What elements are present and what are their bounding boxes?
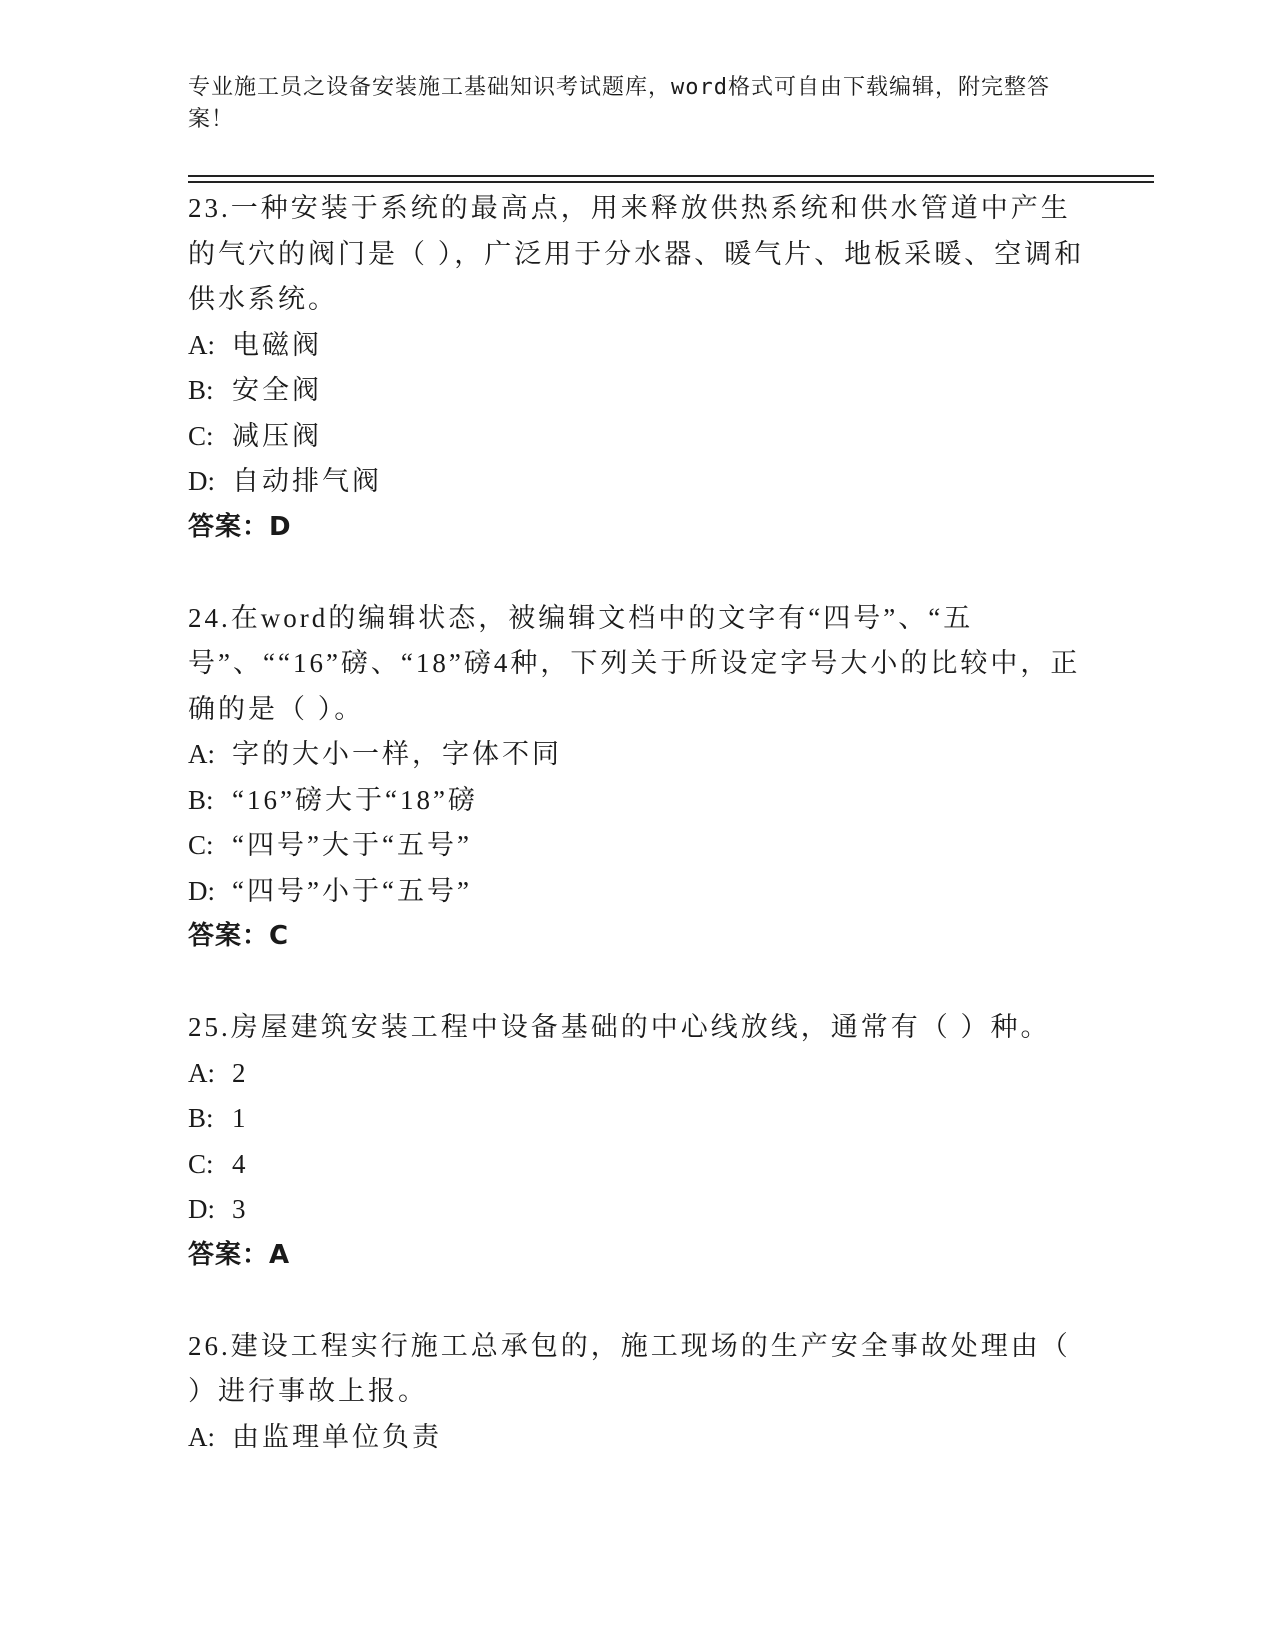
option-letter: D: xyxy=(188,875,215,906)
option-text: 自动排气阀 xyxy=(232,466,382,496)
document-header: 专业施工员之设备安装施工基础知识考试题库，word格式可自由下载编辑，附完整答案！ xyxy=(188,75,1050,132)
question-list xyxy=(188,186,1088,1460)
answer-line: 答案：D xyxy=(188,511,292,542)
option-text: 由监理单位负责 xyxy=(232,1421,442,1452)
option-letter: C: xyxy=(188,1148,214,1179)
header-divider-bottom xyxy=(188,181,1154,183)
question-text: 23.一种安装于系统的最高点，用来释放供热系统和供水管道中产生的气穴的阀门是（ ），广泛用于分水器、暖气片、地板采暖、空调和供水系统。 xyxy=(188,193,1085,314)
option-letter: A: xyxy=(188,1421,215,1452)
option-a xyxy=(188,1415,1088,1461)
option-text: 2 xyxy=(232,1057,249,1088)
option-letter: A: xyxy=(188,739,215,769)
option-b xyxy=(188,368,1088,414)
question-23 xyxy=(188,186,1088,550)
option-c xyxy=(188,414,1088,460)
option-letter: C: xyxy=(188,830,214,860)
option-letter: A: xyxy=(188,329,215,360)
option-d xyxy=(188,1187,1088,1233)
option-a xyxy=(188,732,1088,778)
option-letter: A: xyxy=(188,1057,215,1088)
question-text: 24.在word的编辑状态，被编辑文档中的文字有“四号”、“五号”、““16”磅、“18”磅4种，下列关于所设定字号大小的比较中，正确的是（ ）。 xyxy=(188,602,1081,724)
option-text: 3 xyxy=(232,1194,249,1224)
option-letter: B: xyxy=(188,784,214,815)
option-a xyxy=(188,323,1088,369)
question-text: 25.房屋建筑安装工程中设备基础的中心线放线，通常有（ ）种。 xyxy=(188,1012,1051,1042)
option-b xyxy=(188,778,1088,824)
option-letter: D: xyxy=(188,1194,215,1224)
option-text: “四号”大于“五号” xyxy=(232,830,472,860)
option-letter: B: xyxy=(188,375,214,405)
option-text: 减压阀 xyxy=(232,420,322,451)
option-text: “16”磅大于“18”磅 xyxy=(232,784,478,815)
option-letter: D: xyxy=(188,466,215,496)
question-text: 26.建设工程实行施工总承包的，施工现场的生产安全事故处理由（ ）进行事故上报。 xyxy=(188,1330,1071,1406)
question-25 xyxy=(188,1005,1088,1278)
option-c xyxy=(188,1142,1088,1188)
option-a xyxy=(188,1051,1088,1097)
option-text: 字的大小一样，字体不同 xyxy=(232,739,562,769)
answer-line: 答案：C xyxy=(188,921,290,951)
answer-line: 答案：A xyxy=(188,1239,291,1270)
header-divider-top xyxy=(188,175,1154,177)
option-text: 安全阀 xyxy=(232,375,322,405)
option-letter: B: xyxy=(188,1103,214,1133)
option-d xyxy=(188,459,1088,505)
option-text: 电磁阀 xyxy=(232,329,322,360)
option-c xyxy=(188,823,1088,869)
option-letter: C: xyxy=(188,420,214,451)
option-text: “四号”小于“五号” xyxy=(232,875,472,906)
option-b xyxy=(188,1096,1088,1142)
option-d xyxy=(188,869,1088,915)
question-26 xyxy=(188,1324,1088,1461)
option-text: 4 xyxy=(232,1148,249,1179)
question-24 xyxy=(188,596,1088,960)
option-text: 1 xyxy=(232,1103,249,1133)
